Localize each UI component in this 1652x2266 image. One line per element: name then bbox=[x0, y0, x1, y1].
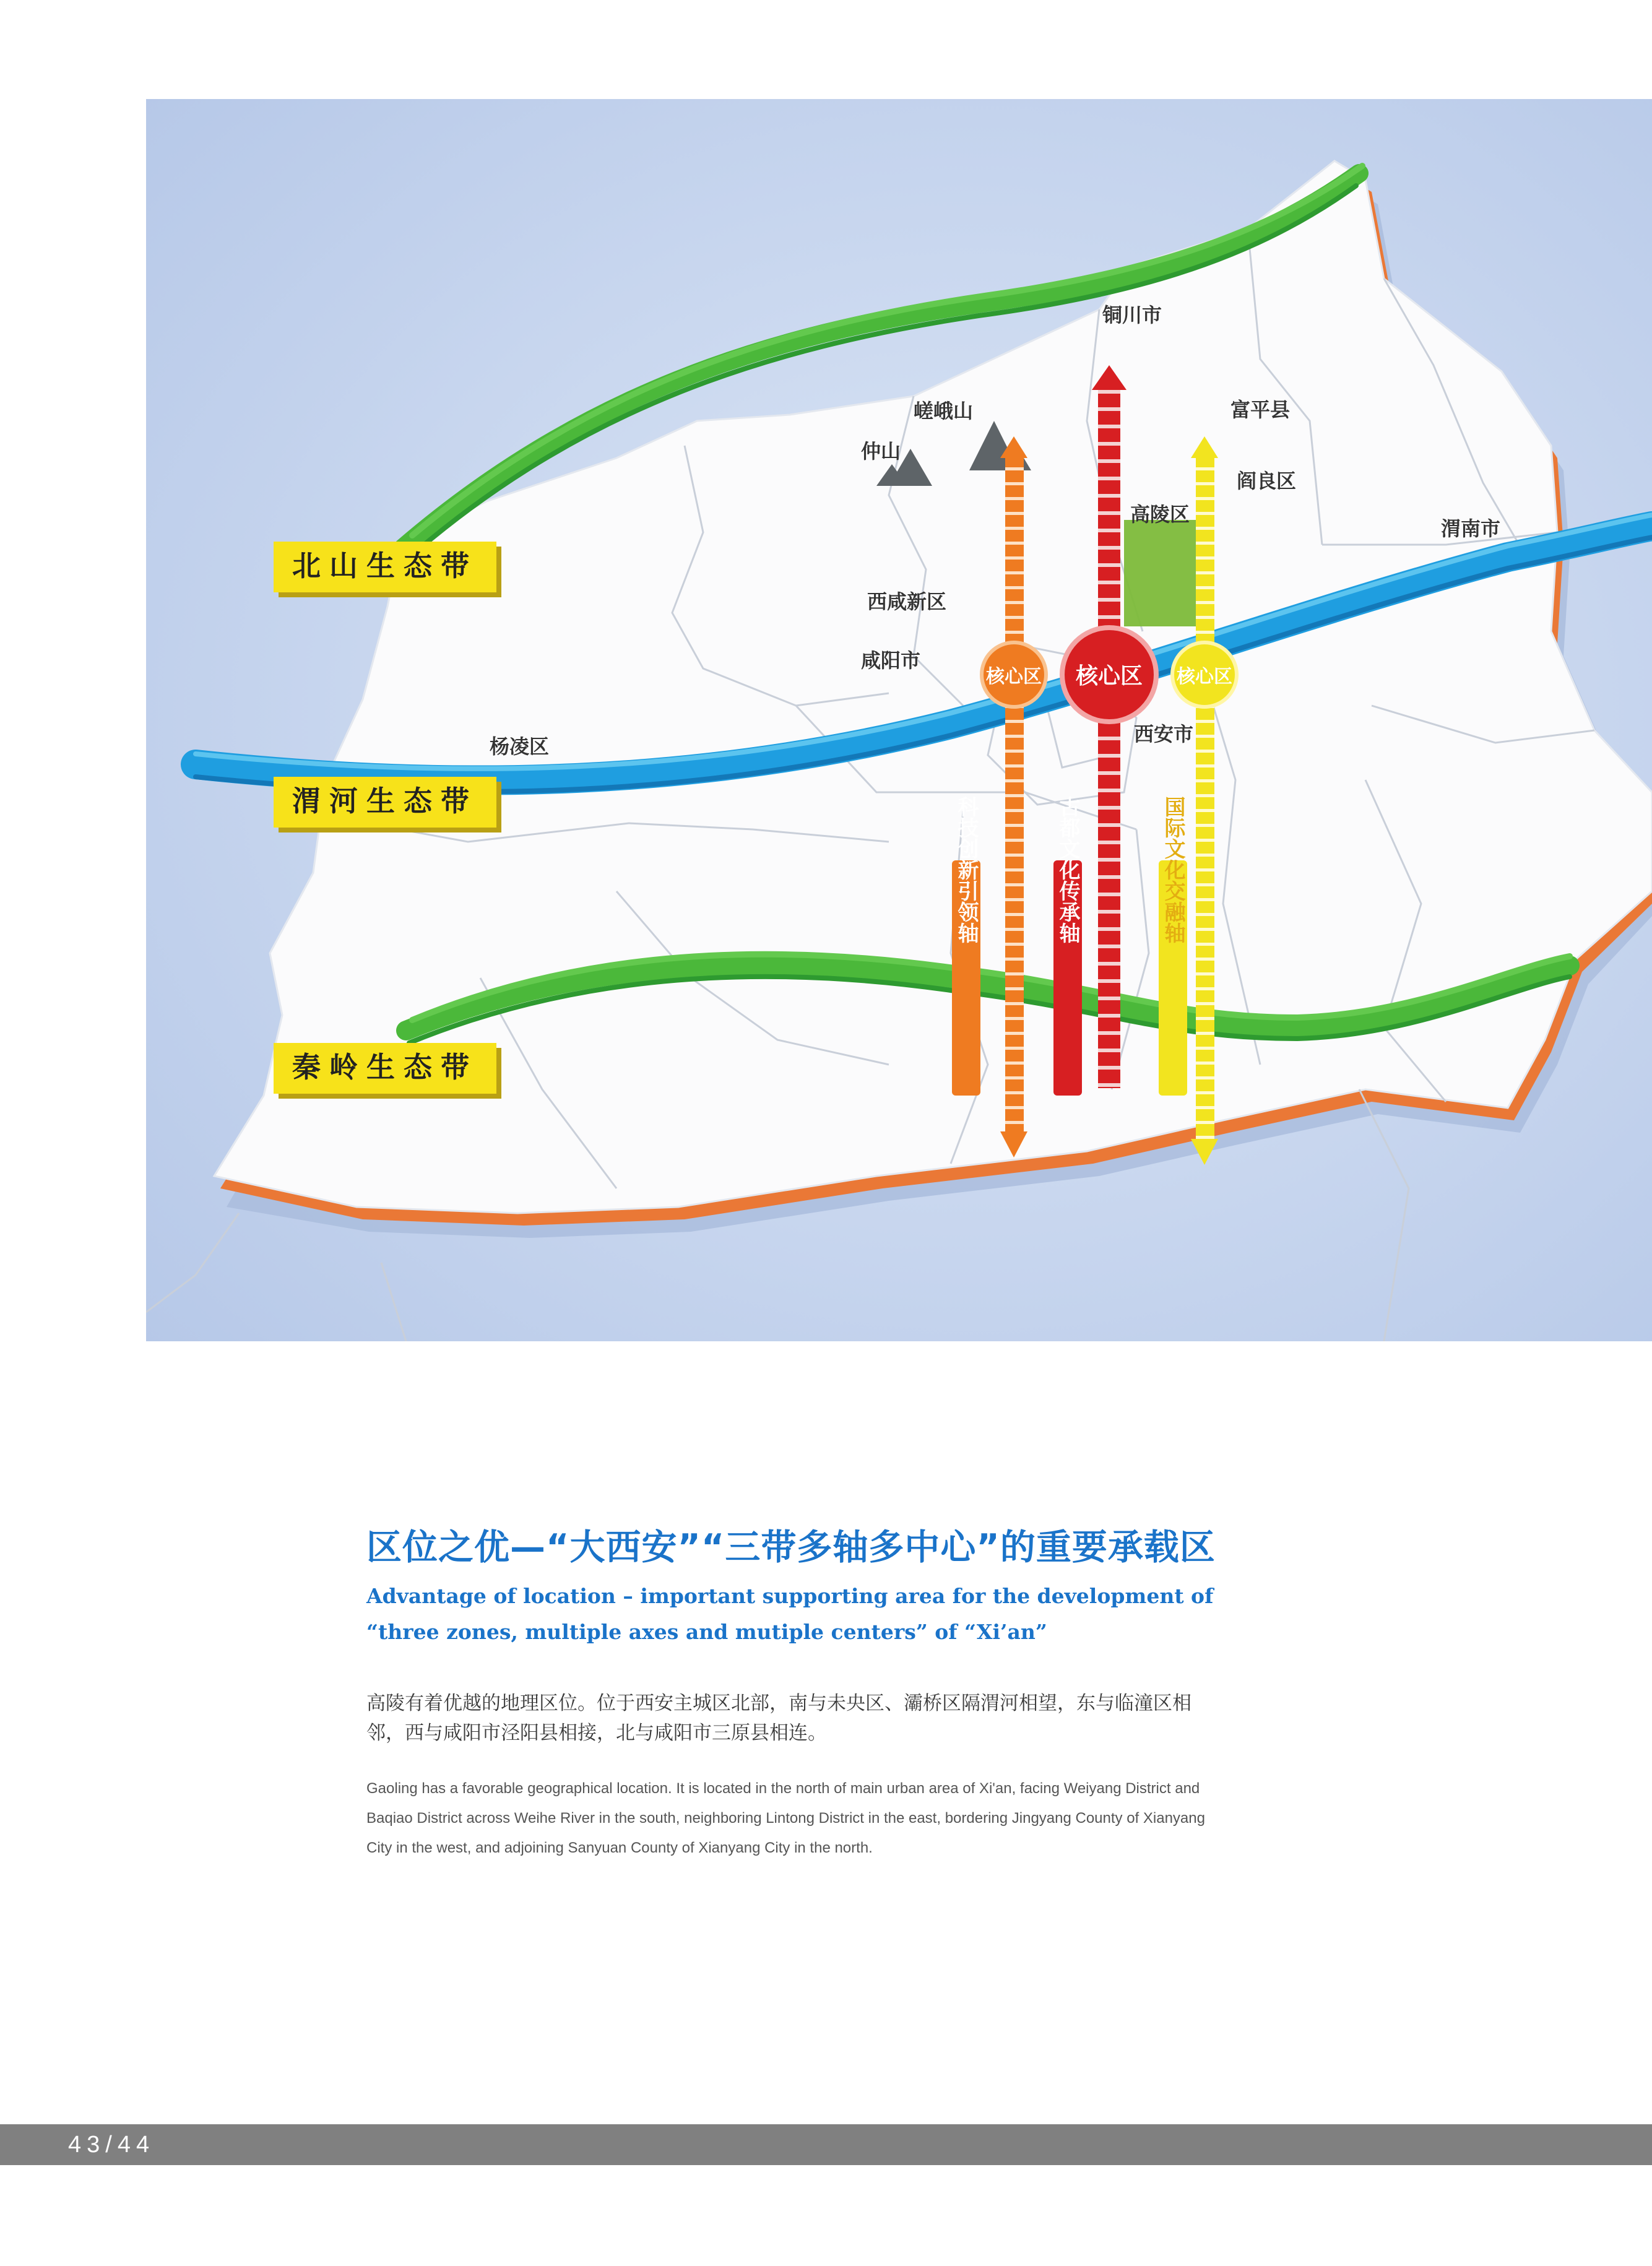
weihe-belt-label bbox=[274, 777, 501, 832]
beishan-belt-text: 北山生态带 bbox=[292, 549, 478, 582]
yangling-label: 杨凌区 bbox=[490, 735, 550, 758]
core-center-right-label: 核心区 bbox=[1177, 666, 1232, 688]
intl-axis-label bbox=[1159, 796, 1187, 1096]
xian-label: 西安市 bbox=[1134, 722, 1194, 746]
intl-axis-text: 国际文化交融轴 bbox=[1161, 796, 1185, 943]
xianyang-label: 咸阳市 bbox=[861, 649, 921, 672]
cuoeshan-label: 嵯峨山 bbox=[914, 399, 974, 423]
section-title-en: Advantage of location – important supporting area for the development of “three zones, multiple axes and mutiple centers” of “Xi’an” bbox=[366, 1584, 1214, 1644]
xixian-label: 西咸新区 bbox=[867, 590, 947, 613]
fuping-label: 富平县 bbox=[1230, 398, 1291, 422]
body-text-en: Gaoling has a favorable geographical location. It is located in the north of main urban area of Xi'an, facing Weiyang District and Baqiao District across Weihe River in the south, neighboring Lintong District in the east, bordering Jingyang County of Xianyang City in the west, and adjoining Sanyuan County of Xianyang City in the north. bbox=[366, 1780, 1205, 1856]
qinling-belt-text: 秦岭生态带 bbox=[292, 1050, 478, 1084]
location-map bbox=[146, 99, 1652, 1341]
tech-axis-text: 科技创新引领轴 bbox=[954, 796, 979, 943]
tongchuan-label: 铜川市 bbox=[1102, 303, 1162, 327]
gaoling-label: 高陵区 bbox=[1130, 503, 1190, 526]
ancient-axis-text: 古都文化传承轴 bbox=[1055, 796, 1080, 943]
footer-bar bbox=[0, 2124, 1652, 2165]
section-title-zh: 区位之优—“大西安”“三带多轴多中心”的重要承载区 bbox=[366, 1527, 1216, 1568]
core-center-right bbox=[1172, 642, 1237, 707]
weinan-label: 渭南市 bbox=[1441, 517, 1501, 540]
body-text-zh: 高陵有着优越的地理区位。位于西安主城区北部，南与未央区、灞桥区隔渭河相望，东与临潼区相邻，西与咸阳市泾阳县相接，北与咸阳市三原县相连。 bbox=[366, 1692, 1191, 1744]
zhongshan-label: 仲山 bbox=[861, 439, 901, 463]
beishan-belt-label bbox=[274, 542, 501, 597]
tech-axis-label bbox=[952, 796, 980, 1096]
core-center-left-label: 核心区 bbox=[986, 666, 1042, 688]
qinling-belt-label bbox=[274, 1043, 501, 1099]
weihe-belt-text: 渭河生态带 bbox=[292, 784, 478, 818]
core-center-main bbox=[1062, 628, 1156, 722]
yanliang-label: 阎良区 bbox=[1237, 469, 1297, 493]
core-center-left bbox=[982, 642, 1046, 707]
core-center-main-label: 核心区 bbox=[1075, 664, 1143, 689]
page-number: 43/44 bbox=[68, 2132, 155, 2158]
ancient-axis-label bbox=[1053, 796, 1082, 1096]
gaoling-district-highlight bbox=[1124, 520, 1204, 626]
